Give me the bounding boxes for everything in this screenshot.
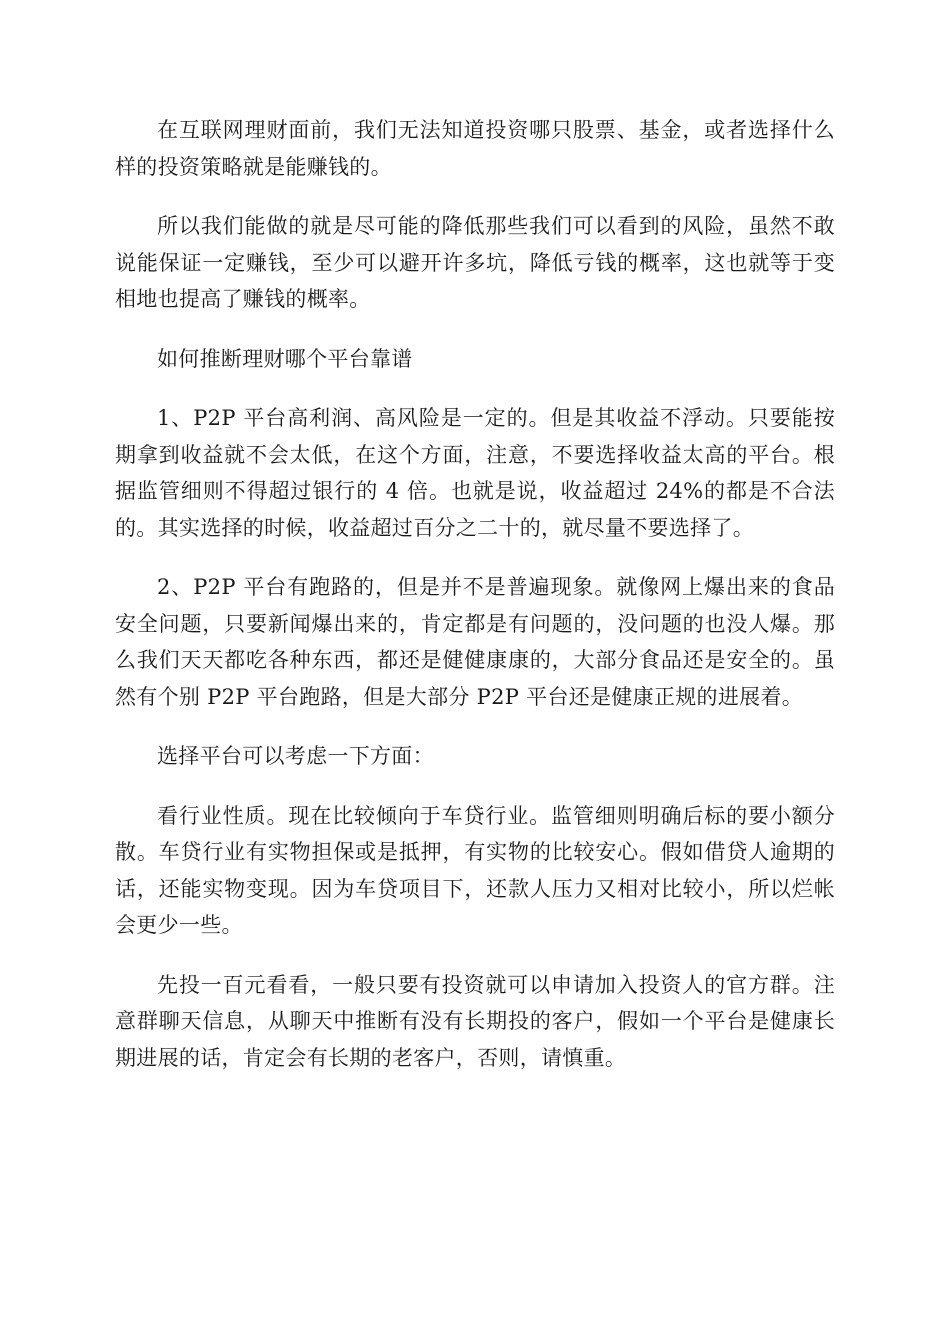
paragraph-trial-investment: 先投一百元看看，一般只要有投资就可以申请加入投资人的官方群。注意群聊天信息，从聊天中推断有没有长期投的客户，假如一个平台是健康长期进展的话，肯定会有长期的老客户，否则，请慎重。	[115, 972, 835, 1070]
section-heading: 如何推断理财哪个平台靠谱	[157, 346, 413, 371]
paragraph-industry: 看行业性质。现在比较倾向于车贷行业。监管细则明确后标的要小额分散。车贷行业有实物担保或是抵押，有实物的比较安心。假如借贷人逾期的话，还能实物变现。因为车贷项目下，还款人压力又相对比较小，所以烂帐会更少一些。	[115, 803, 835, 937]
paragraph-intro: 在互联网理财面前，我们无法知道投资哪只股票、基金，或者选择什么样的投资策略就是能赚钱的。	[115, 118, 835, 179]
paragraph-consider-heading: 选择平台可以考虑一下方面：	[157, 744, 434, 768]
paragraph-point-1: 1、P2P 平台高利润、高风险是一定的。但是其收益不浮动。只要能按期拿到收益就不会太低，在这个方面，注意，不要选择收益太高的平台。根据监管细则不得超过银行的 4 倍。也就是说，收益超过 24%的都是不合法的。其实选择的时候，收益超过百分之二十的，就尽量不要选择了。	[115, 406, 835, 540]
paragraph-risk: 所以我们能做的就是尽可能的降低那些我们可以看到的风险，虽然不敢说能保证一定赚钱，至少可以避开许多坑，降低亏钱的概率，这也就等于变相地也提高了赚钱的概率。	[115, 214, 835, 311]
paragraph-point-2: 2、P2P 平台有跑路的，但是并不是普遍现象。就像网上爆出来的食品安全问题，只要新闻爆出来的，肯定都是有问题的，没问题的也没人爆。那么我们天天都吃各种东西，都还是健健康康的，大部分食品还是安全的。虽然有个别 P2P 平台跑路，但是大部分 P2P 平台还是健康正规的进展着。	[115, 575, 835, 709]
document-page	[115, 112, 835, 1099]
